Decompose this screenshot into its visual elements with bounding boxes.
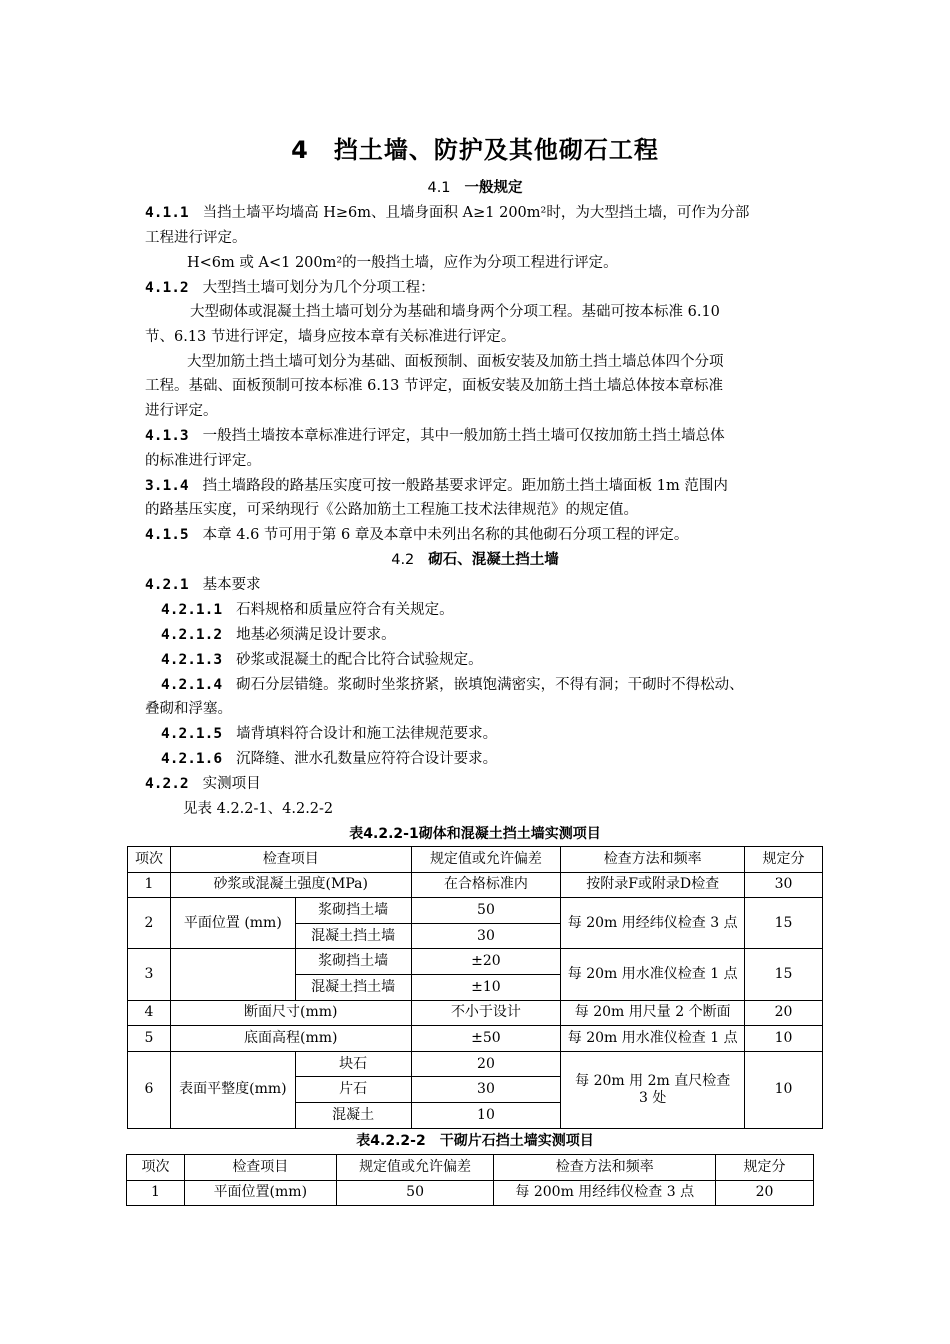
clause-text: 基本要求 [202,577,261,593]
clause-number: 4.2.1.2 [161,627,223,643]
clause-number: 4.2.2 [145,776,189,792]
clause-4-1-5 [145,523,825,547]
table-cell: 砂浆或混凝土强度(MPa) [170,872,411,898]
inspection-table-2 [126,1154,814,1206]
clause-number: 4.2.1.5 [161,726,223,742]
table-cell: 不小于设计 [411,1000,561,1026]
table-cell: 片石 [295,1077,411,1103]
header-cell: 检查方法和频率 [494,1155,716,1181]
table-caption-1: 表4.2.2-1砌体和混凝土挡土墙实测项目 [349,826,601,842]
table-cell: 10 [745,1026,823,1052]
clause-number: 4.1.2 [145,280,189,296]
header-cell: 项次 [127,1155,185,1181]
table-cell: 每 20m 用 2m 直尺检查 3 处 [561,1051,745,1128]
clause-text: 石料规格和质量应符合有关规定。 [236,602,454,618]
table-row [127,1180,814,1206]
header-cell: 规定分 [716,1155,814,1181]
table-cell: 30 [411,1077,561,1103]
table-cell: 底面高程(mm) [170,1026,411,1052]
clause-4-1-1 [145,201,825,225]
table-row [128,1000,823,1026]
header-cell: 项次 [128,847,171,873]
table-cell: 15 [745,898,823,949]
requirement-4-2-1-6 [161,747,841,771]
table-cell: 平面位置(mm) [184,1180,336,1206]
clause-text: 一般挡土墙按本章标准进行评定，其中一般加筋土挡土墙可仅按加筋土挡土墙总体 [202,428,725,444]
table-cell: 每 20m 用水准仪检查 1 点 [561,949,745,1000]
inspection-table-1 [127,846,823,1129]
clause-number: 3.1.4 [145,478,189,494]
chapter-title: 4 挡土墙、防护及其他砌石工程 [291,136,659,164]
table-cell: 10 [745,1051,823,1128]
requirement-4-2-1-1 [161,598,841,622]
table-cell: 浆砌挡土墙 [295,949,411,975]
clause-number: 4.2.1 [145,577,189,593]
header-cell: 规定分 [745,847,823,873]
clause-4-2-2 [145,772,825,796]
table-cell: 混凝土 [295,1102,411,1128]
clause-text-line: 大型砌体或混凝土挡土墙可划分为基础和墙身两个分项工程。基础可按本标准 6.10 [190,304,720,320]
requirement-4-2-1-3 [161,648,841,672]
table-cell: 10 [411,1102,561,1128]
table-cell: 1 [127,1180,185,1206]
clause-text-line: 的标准进行评定。 [145,453,261,469]
clause-text: 砌石分层错缝。浆砌时坐浆挤紧，嵌填饱满密实，不得有洞；干砌时不得松动、 [236,677,744,693]
clause-text: 大型挡土墙可划分为几个分项工程： [202,280,435,296]
table-cell: 浆砌挡土墙 [295,898,411,924]
requirement-4-2-1-5 [161,722,841,746]
clause-text-line: 大型加筋土挡土墙可划分为基础、面板预制、面板安装及加筋土挡土墙总体四个分项 [187,354,724,370]
clause-text: 沉降缝、泄水孔数量应符符合设计要求。 [236,751,498,767]
table-cell: 2 [128,898,171,949]
clause-text: 实测项目 [202,776,261,792]
table-cell: ±10 [411,974,561,1000]
table-cell: 15 [745,949,823,1000]
table-cell: ±20 [411,949,561,975]
clause-text-line: 叠砌和浮塞。 [145,701,232,717]
clause-text-line: 进行评定。 [145,403,218,419]
clause-3-1-4 [145,474,825,498]
table-header-row [127,1155,814,1181]
table-reference: 见表 4.2.2-1、4.2.2-2 [183,801,334,817]
section-number: 4.2 [391,552,415,568]
section-heading-4-1 [0,176,950,200]
table-cell: 1 [128,872,171,898]
clause-text: 墙背填料符合设计和施工法律规范要求。 [236,726,498,742]
clause-text-line: H<6m 或 A<1 200m²的一般挡土墙，应作为分项工程进行评定。 [187,255,618,271]
table-row [128,1026,823,1052]
table-cell: 6 [128,1051,171,1128]
clause-text-line: 的路基压实度，可采纳现行《公路加筋土工程施工技术法律规范》的规定值。 [145,502,638,518]
clause-text: 当挡土墙平均墙高 H≥6m、且墙身面积 A≥1 200m²时，为大型挡土墙，可作为分部 [202,205,750,221]
clause-text: 砂浆或混凝土的配合比符合试验规定。 [236,652,483,668]
clause-4-1-3 [145,424,825,448]
clause-text: 挡土墙路段的路基压实度可按一般路基要求评定。距加筋土挡土墙面板 1m 范围内 [202,478,728,494]
table-cell: 块石 [295,1051,411,1077]
table-cell: 3 [128,949,171,1000]
requirement-4-2-1-4 [161,673,841,697]
table-cell: 平面位置 (mm) [170,898,295,949]
table-cell: 每 200m 用经纬仪检查 3 点 [494,1180,716,1206]
table-cell: 50 [411,898,561,924]
header-cell: 检查项目 [170,847,411,873]
table-header-row [128,847,823,873]
clause-number: 4.1.3 [145,428,189,444]
table-cell: 4 [128,1000,171,1026]
table-cell: 混凝土挡土墙 [295,923,411,949]
table-caption-2: 表4.2.2-2 干砌片石挡土墙实测项目 [356,1133,594,1149]
clause-4-2-1 [145,573,825,597]
table-row [128,949,823,975]
clause-number: 4.1.5 [145,527,189,543]
table-cell: 5 [128,1026,171,1052]
table-cell: 断面尺寸(mm) [170,1000,411,1026]
clause-number: 4.2.1.4 [161,677,223,693]
table-cell: 表面平整度(mm) [170,1051,295,1128]
table-cell: 30 [411,923,561,949]
table-cell: 20 [745,1000,823,1026]
table-cell: 20 [411,1051,561,1077]
clause-text: 地基必须满足设计要求。 [236,627,396,643]
clause-4-1-2 [145,276,825,300]
table-row [128,872,823,898]
clause-number: 4.2.1.1 [161,602,223,618]
section-title: 一般规定 [464,180,523,196]
clause-number: 4.2.1.6 [161,751,223,767]
clause-text-line: 节、6.13 节进行评定，墙身应按本章有关标准进行评定。 [145,329,516,345]
table-cell [170,949,295,1000]
table-cell: 50 [336,1180,494,1206]
table-row [128,1051,823,1077]
table-row [128,898,823,924]
table-cell: 每 20m 用水准仪检查 1 点 [561,1026,745,1052]
header-cell: 检查项目 [184,1155,336,1181]
section-title: 砌石、混凝土挡土墙 [428,552,559,568]
clause-text-line: 工程进行评定。 [145,230,247,246]
table-cell: 在合格标准内 [411,872,561,898]
table-cell: 按附录F或附录D检查 [561,872,745,898]
clause-number: 4.1.1 [145,205,189,221]
header-cell: 检查方法和频率 [561,847,745,873]
table-cell: ±50 [411,1026,561,1052]
clause-text-line: 工程。基础、面板预制可按本标准 6.13 节评定，面板安装及加筋土挡土墙总体按本章标准 [145,378,723,394]
table-cell: 每 20m 用尺量 2 个断面 [561,1000,745,1026]
clause-number: 4.2.1.3 [161,652,223,668]
requirement-4-2-1-2 [161,623,841,647]
table-cell: 30 [745,872,823,898]
table-cell: 20 [716,1180,814,1206]
section-heading-4-2 [0,548,950,572]
section-number: 4.1 [427,180,451,196]
table-cell: 混凝土挡土墙 [295,974,411,1000]
header-cell: 规定值或允许偏差 [336,1155,494,1181]
header-cell: 规定值或允许偏差 [411,847,561,873]
clause-text: 本章 4.6 节可用于第 6 章及本章中未列出名称的其他砌石分项工程的评定。 [202,527,689,543]
table-cell: 每 20m 用经纬仪检查 3 点 [561,898,745,949]
